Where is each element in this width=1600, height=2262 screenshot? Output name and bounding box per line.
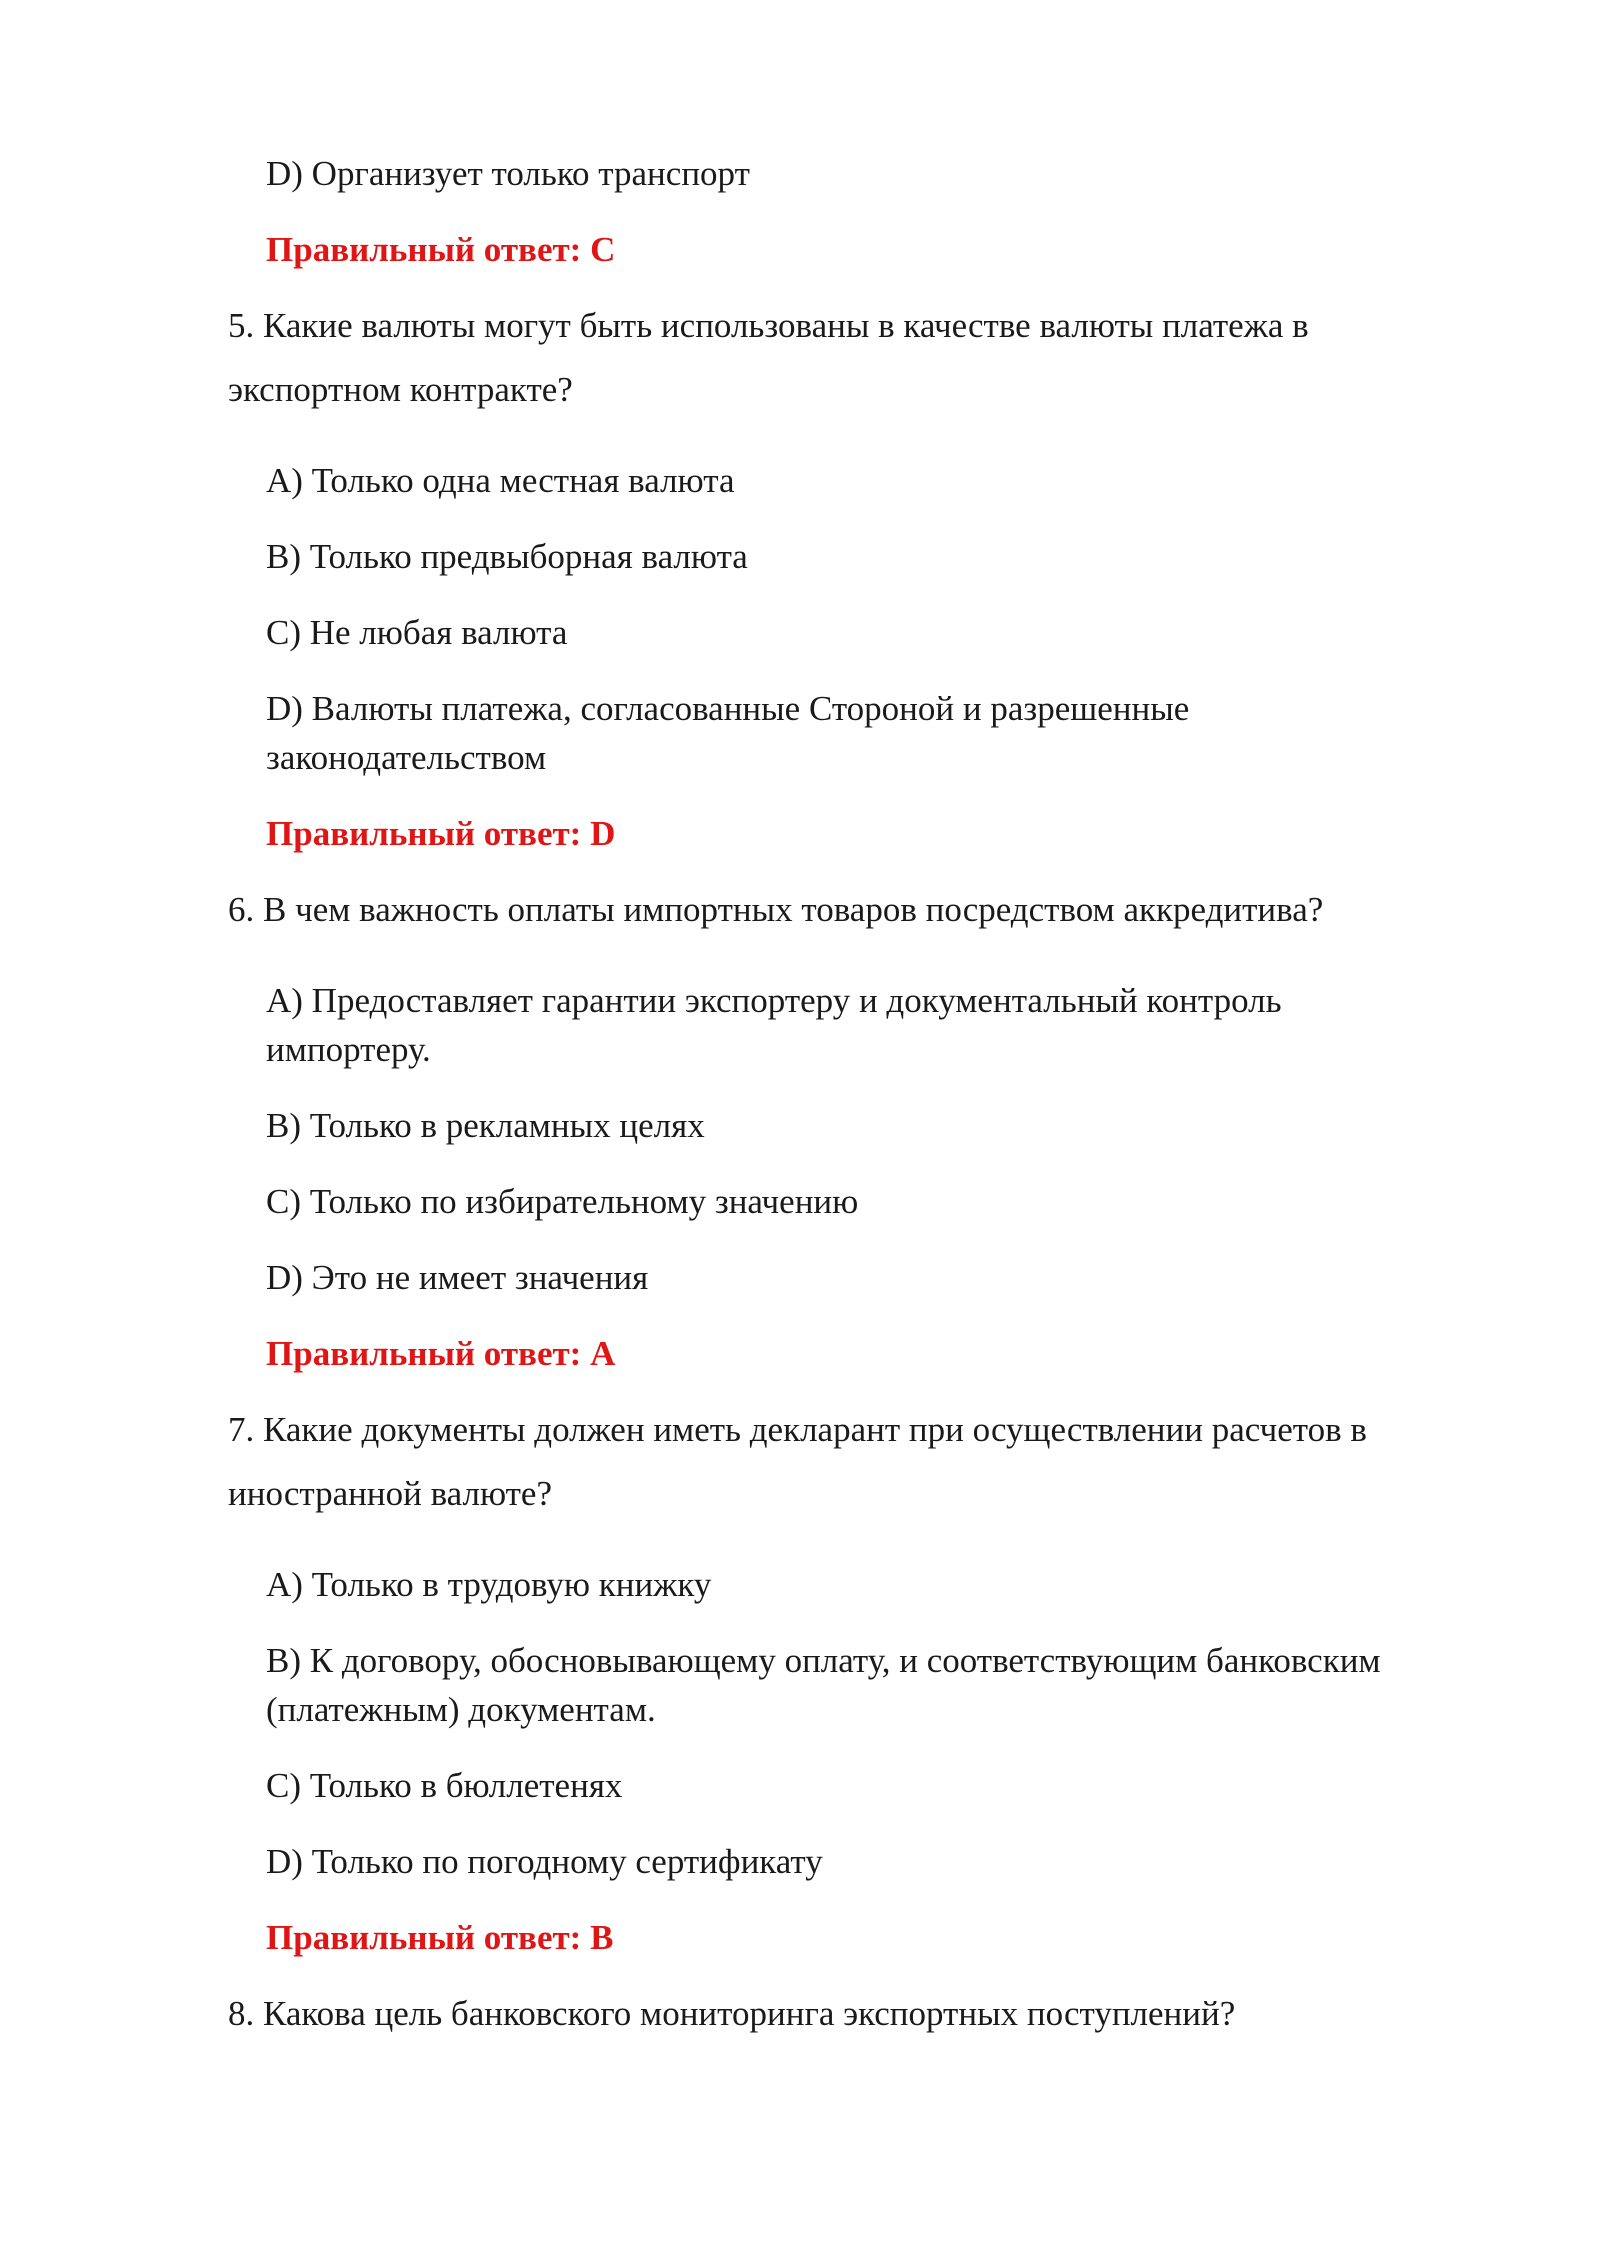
question-text: экспортном контракте?	[228, 370, 573, 409]
option-text: A) Только одна местная валюта	[266, 461, 735, 500]
question-text: 8. Какова цель банковского мониторинга экспортных поступлений?	[228, 1994, 1236, 2033]
option-text: B) К договору, обосновывающему оплату, и соответствующим банковским	[266, 1641, 1381, 1680]
option-text: B) Только в рекламных целях	[266, 1106, 705, 1145]
option-text: C) Только в бюллетенях	[266, 1766, 623, 1805]
option-text: D) Валюты платежа, согласованные Стороной и разрешенные	[266, 689, 1190, 728]
option-text: C) Только по избирательному значению	[266, 1182, 859, 1221]
correct-answer: Правильный ответ: D	[266, 814, 616, 853]
option-text: C) Не любая валюта	[266, 613, 568, 652]
option-text: B) Только предвыборная валюта	[266, 537, 748, 576]
option-text: A) Только в трудовую книжку	[266, 1565, 712, 1604]
option-text: законодательством	[266, 738, 547, 777]
correct-answer: Правильный ответ: A	[266, 1334, 616, 1373]
correct-answer: Правильный ответ: C	[266, 230, 616, 269]
option-text: импортеру.	[266, 1030, 431, 1069]
option-text: D) Организует только транспорт	[266, 154, 750, 193]
question-text: 6. В чем важность оплаты импортных товаров посредством аккредитива?	[228, 890, 1324, 929]
question-text: 5. Какие валюты могут быть использованы в качестве валюты платежа в	[228, 306, 1309, 345]
option-text: D) Это не имеет значения	[266, 1258, 649, 1297]
option-text: (платежным) документам.	[266, 1690, 656, 1729]
question-text: 7. Какие документы должен иметь декларант при осуществлении расчетов в	[228, 1410, 1367, 1449]
correct-answer: Правильный ответ: B	[266, 1918, 614, 1957]
option-text: D) Только по погодному сертификату	[266, 1842, 823, 1881]
option-text: A) Предоставляет гарантии экспортеру и документальный контроль	[266, 981, 1282, 1020]
question-text: иностранной валюте?	[228, 1474, 552, 1513]
